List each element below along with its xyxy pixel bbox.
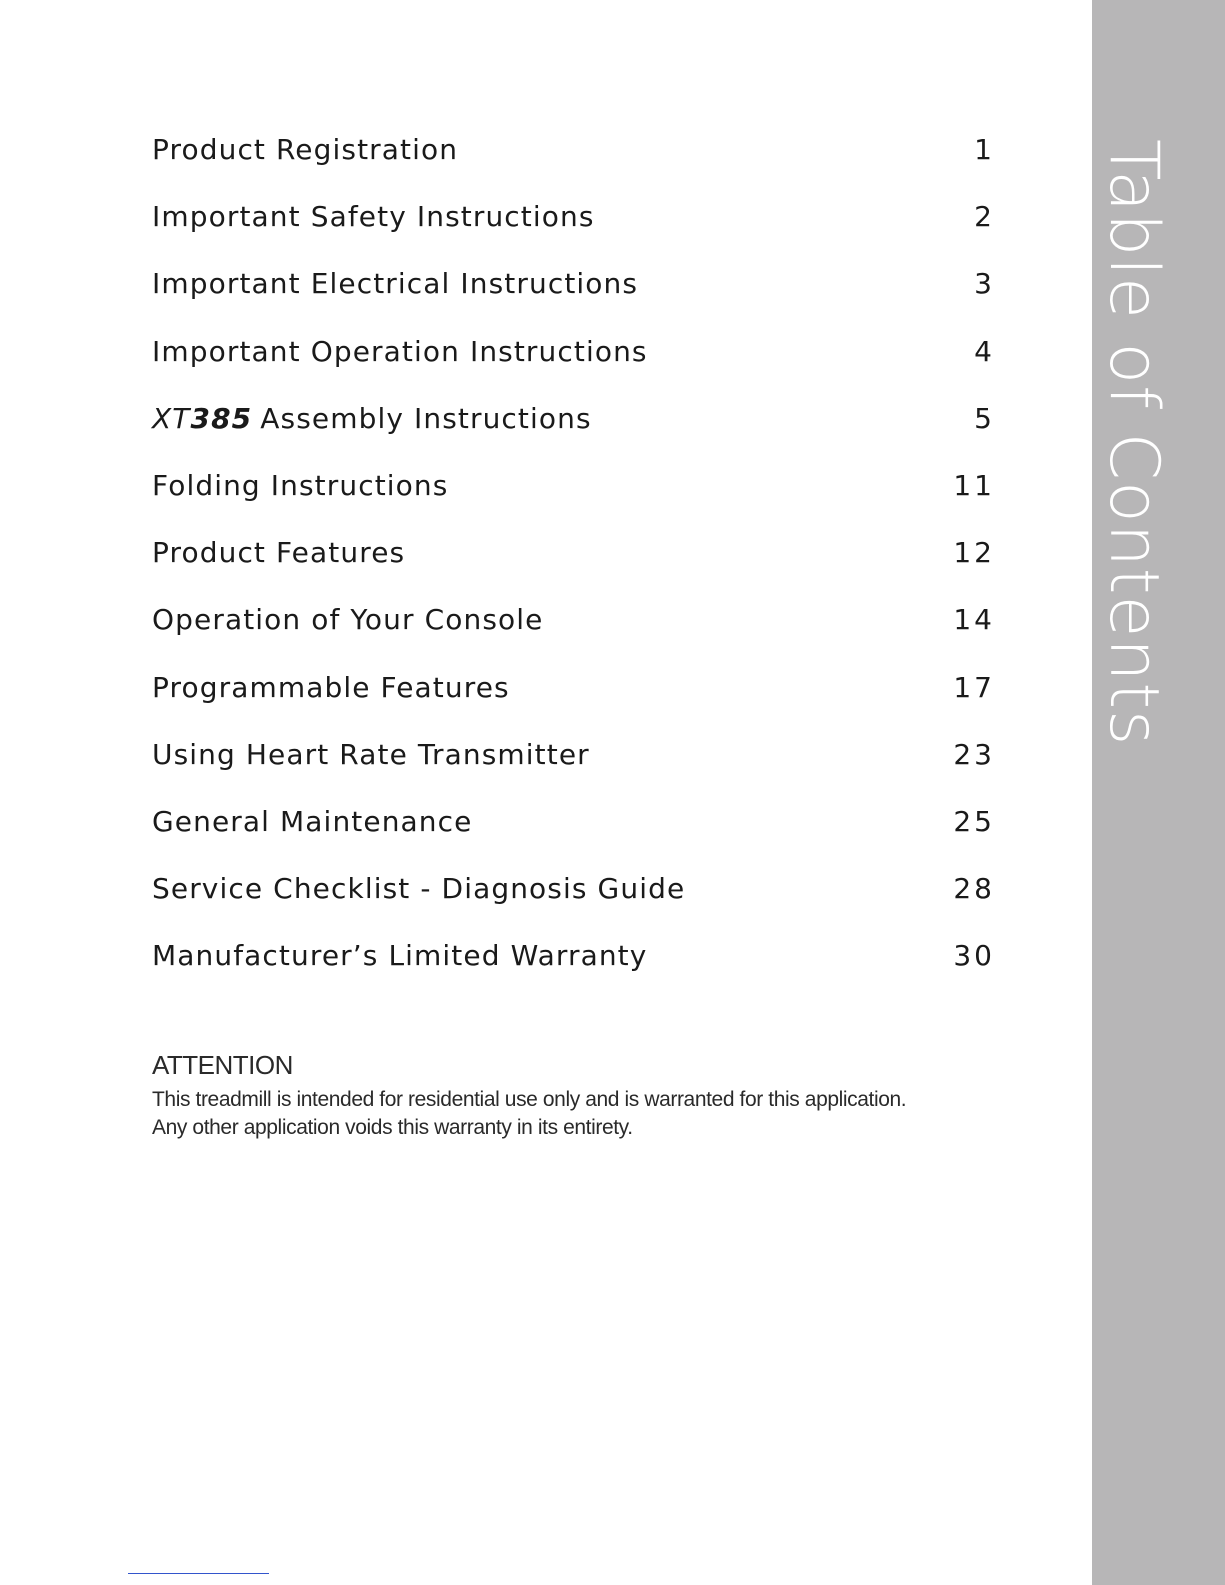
model-number: 385 (190, 401, 253, 435)
toc-entry-page: 5 (974, 401, 995, 435)
toc-entry (152, 735, 995, 802)
model-prefix: XT (152, 401, 191, 435)
toc-entry (152, 399, 995, 466)
toc-entry (152, 466, 995, 533)
toc-entry-title: Important Safety Instructions (152, 200, 595, 234)
toc-entry (152, 130, 995, 197)
toc-entry-title (152, 399, 592, 439)
toc-entry (152, 802, 995, 869)
bottom-divider (128, 1573, 269, 1574)
attention-notice (152, 1048, 1012, 1142)
table-of-contents (152, 130, 995, 1003)
sidebar-title: Table of Contents (1094, 139, 1173, 747)
toc-entry-title: Manufacturer’s Limited Warranty (152, 939, 648, 973)
toc-entry (152, 668, 995, 735)
toc-entry-title: General Maintenance (152, 804, 473, 838)
toc-entry-page: 17 (953, 670, 995, 704)
toc-entry-page: 11 (953, 468, 995, 502)
toc-entry-page: 4 (974, 334, 995, 368)
toc-entry-title: Product Features (152, 536, 406, 570)
toc-entry-title: Using Heart Rate Transmitter (152, 737, 590, 771)
toc-entry-page: 23 (953, 737, 995, 771)
toc-entry-title: Folding Instructions (152, 468, 449, 502)
toc-entry-title: Product Registration (152, 133, 459, 166)
toc-entry (152, 600, 995, 667)
toc-entry-title: Programmable Features (152, 670, 510, 704)
toc-entry-title: Service Checklist - Diagnosis Guide (152, 872, 686, 906)
toc-entry (152, 332, 995, 399)
toc-entry-page: 12 (953, 536, 995, 570)
attention-line: This treadmill is intended for residential use only and is warranted for this application. (152, 1088, 907, 1111)
attention-line: Any other application voids this warranty in its entirety. (152, 1116, 633, 1139)
toc-entry-page: 25 (953, 804, 995, 838)
toc-entry (152, 197, 995, 264)
attention-heading: ATTENTION (152, 1050, 293, 1080)
toc-entry (152, 264, 995, 331)
toc-entry (152, 936, 995, 1003)
toc-entry-title-text: Assembly Instructions (260, 401, 592, 435)
toc-entry-title: Operation of Your Console (152, 603, 544, 637)
toc-entry-title: Important Operation Instructions (152, 334, 648, 368)
toc-entry-title: Important Electrical Instructions (152, 267, 639, 301)
toc-entry-page: 28 (953, 872, 995, 906)
toc-entry-page: 2 (974, 200, 995, 234)
toc-entry-page: 14 (953, 603, 995, 637)
toc-entry (152, 869, 995, 936)
toc-entry-page: 1 (974, 133, 995, 166)
toc-entry (152, 533, 995, 600)
toc-entry-page: 30 (953, 939, 995, 973)
toc-entry-page: 3 (974, 267, 995, 301)
